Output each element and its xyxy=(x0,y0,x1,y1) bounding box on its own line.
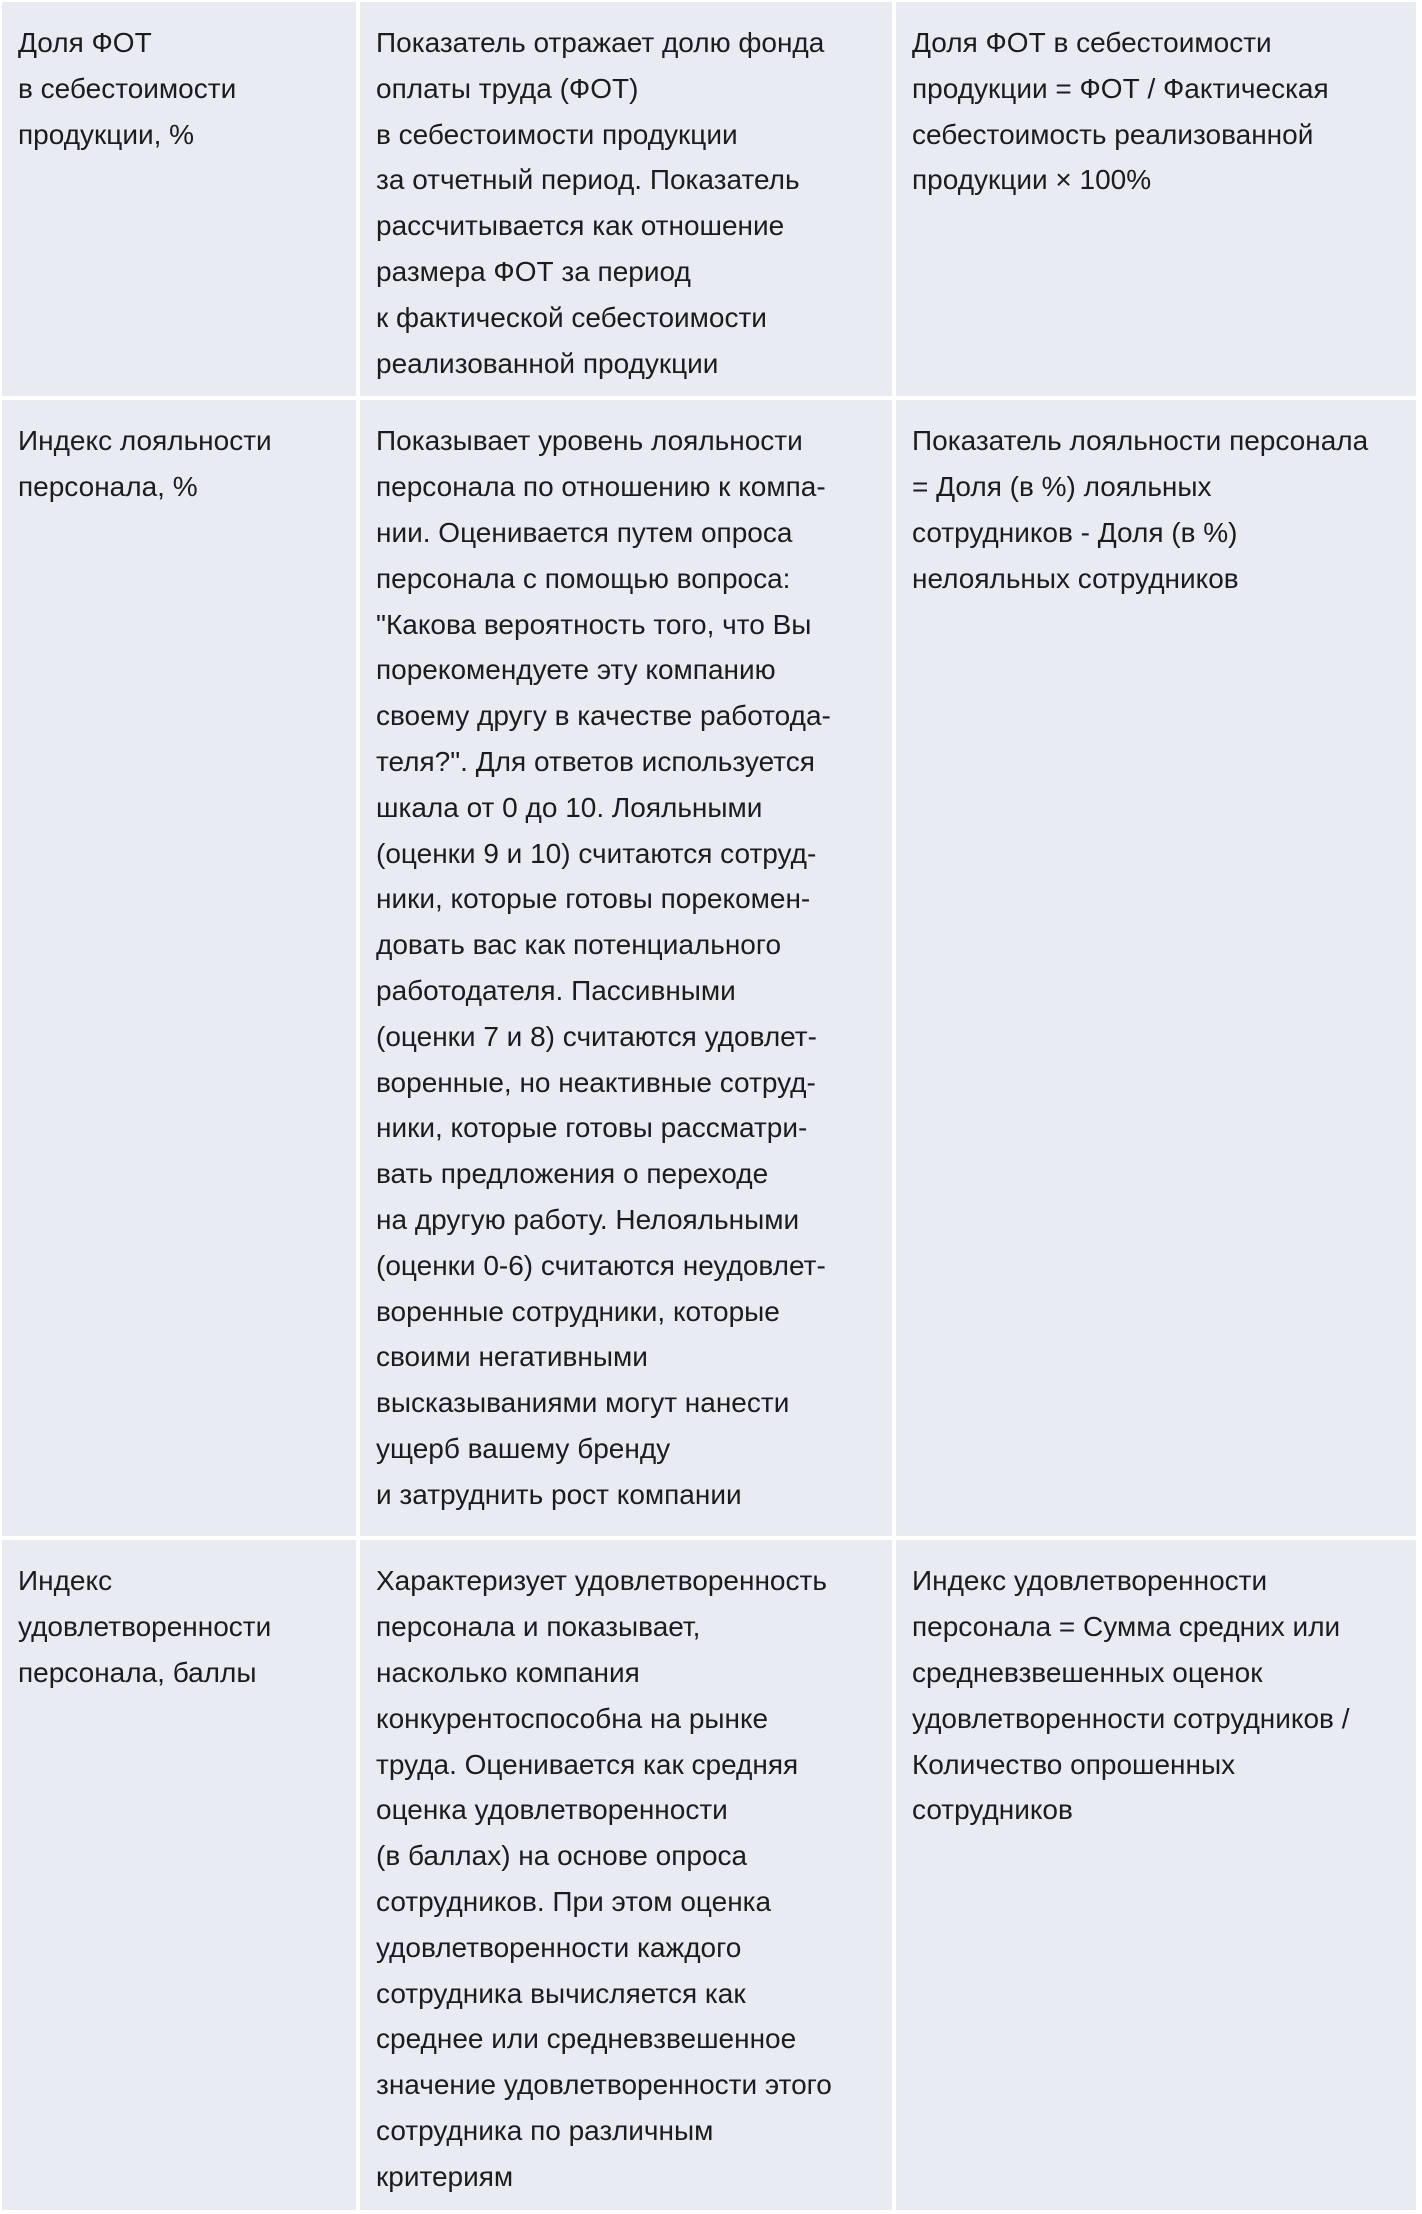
indicator-name: Доля ФОТ в себестоимости продукции, % xyxy=(2,2,356,396)
indicator-description: Характеризует удовлетворенность персонала и показывает, насколько компания конкурентоспособна на рынке труда. Оценивается как средняя оценка удовлетворенности (в баллах) на основе опроса сотрудников. При этом оценка удовлетворенности каждого сотрудника вычисляется как среднее или средневзвешенное значение удовлетворенности этого сотрудника по различным критериям xyxy=(360,1540,892,2209)
table-row xyxy=(2,1540,1416,2209)
indicator-description: Показатель отражает долю фонда оплаты труда (ФОТ) в себестоимости продукции за отчетный период. Показатель рассчитывается как отношение размера ФОТ за период к фактической себестоимости реализованной продукции xyxy=(360,2,892,396)
indicator-name: Индекс удовлетворенности персонала, баллы xyxy=(2,1540,356,2209)
table-row xyxy=(2,400,1416,1536)
indicator-formula: Индекс удовлетворенности персонала = Сумма средних или средневзвешенных оценок удовлетворенности сотрудников / Количество опрошенных сотрудников xyxy=(896,1540,1416,2209)
indicator-formula: Доля ФОТ в себестоимости продукции = ФОТ / Фактическая себестоимость реализованной продукции × 100% xyxy=(896,2,1416,396)
table-row xyxy=(2,2,1416,396)
indicator-formula: Показатель лояльности персонала = Доля (в %) лояльных сотрудников - Доля (в %) нелояльных сотрудников xyxy=(896,400,1416,1536)
indicator-name: Индекс лояльности персонала, % xyxy=(2,400,356,1536)
indicator-description: Показывает уровень лояльности персонала по отношению к компа- нии. Оценивается путем опроса персонала с помощью вопроса: "Какова вероятность того, что Вы порекомендуете эту компанию своему другу в качестве работода- теля?". Для ответов используется шкала от 0 до 10. Лояльными (оценки 9 и 10) считаются сотруд- ники, которые готовы порекомен- довать вас как потенциального работодателя. Пассивными (оценки 7 и 8) считаются удовлет- воренные, но неактивные сотруд- ники, которые готовы рассматри- вать предложения о переходе на другую работу. Нелояльными (оценки 0-6) считаются неудовлет- воренные сотрудники, которые своими негативными высказываниями могут нанести ущерб вашему бренду и затруднить рост компании xyxy=(360,400,892,1536)
